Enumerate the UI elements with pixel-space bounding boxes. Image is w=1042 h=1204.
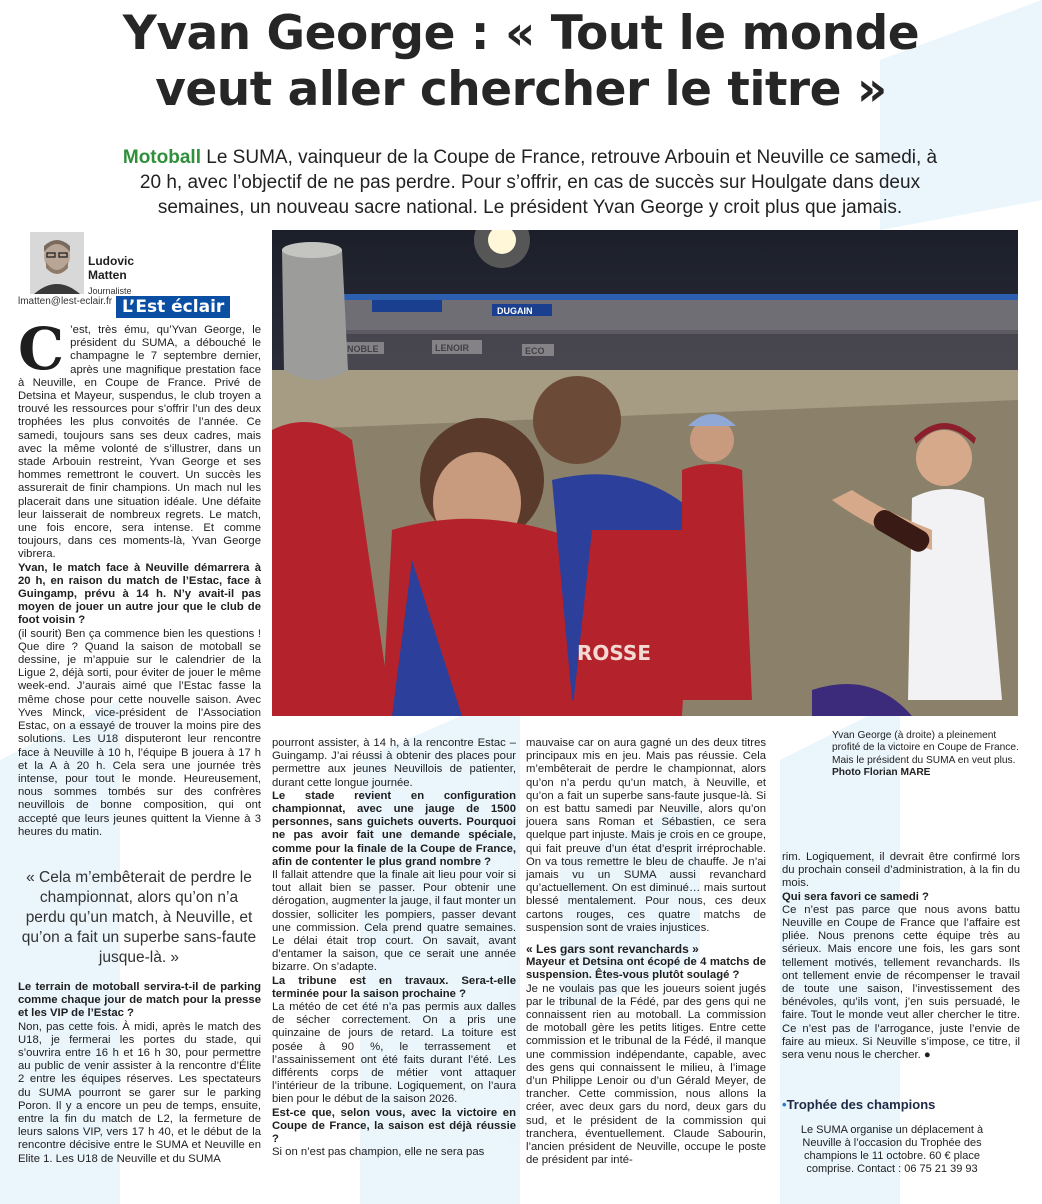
rubric-label: Motoball (122, 147, 201, 168)
headline (0, 6, 1042, 118)
box-text: Le SUMA organise un déplacement à Neuville à l’occasion du Trophée des champions le 11 octobre. 60 € place comprise. Contact : 06 75 21 39 93 (800, 1124, 984, 1175)
brand-logo: L’Est éclair (116, 296, 230, 318)
author-name (88, 254, 134, 282)
dropcap: C (18, 315, 65, 383)
author-last-name: Matten (88, 268, 127, 282)
question-4: La tribune est en travaux. Sera-t-elle terminée pour la saison prochaine ? (272, 974, 516, 1000)
column-4 (782, 851, 1020, 1062)
photo-credit: Photo Florian MARE (832, 767, 931, 779)
main-photo (272, 230, 1018, 716)
question-2: Le terrain de motoball servira-t-il de parking comme chaque jour de match pour la presse et les VIP de l’Estac ? (18, 981, 261, 1020)
photo-caption (832, 730, 1022, 780)
question-6: Mayeur et Detsina ont écopé de 4 matchs de suspension. Êtes-vous plutôt soulagé ? (526, 956, 766, 982)
answer-6-cont: rim. Logiquement, il devrait être confirmé lors du prochain conseil d’administration, à la fin du mois. (782, 851, 1020, 890)
column-1 (18, 315, 261, 839)
box-title (782, 1097, 935, 1112)
headline-line-2: veut aller chercher le titre » (155, 62, 887, 117)
caption-text: Yvan George (à droite) a pleinement profité de la victoire en Coupe de France. Mais le président du SUMA en veut plus. (832, 730, 1019, 766)
banner-dugain: DUGAIN (497, 306, 533, 316)
pull-quote: « Cela m’embêterait de perdre le championnat, alors qu’on n’a perdu qu’un match, à Neuville, et qu’on a fait un superbe sans-faute jusque-là. » (21, 869, 257, 966)
author-email[interactable]: lmatten@lest-eclair.fr (18, 296, 113, 307)
question-1: Yvan, le match face à Neuville démarrera à 20 h, en raison du match de l’Estac, face à Guingamp, prévu à 14 h. N’y avait-il pas moyen de jouer un autre jour que le club de foot voisin ? (18, 561, 261, 627)
chapeau-text: Le SUMA, vainqueur de la Coupe de France, retrouve Arbouin et Neuville ce samedi, à 20 h, avec l’objectif de ne pas perdre. Pour s’offrir, en cas de succès sur Houlgate dans deux semaines, un nouveau sacre national. Le président Yvan George y croit plus que jamais. (139, 147, 938, 218)
question-7: Qui sera favori ce samedi ? (782, 890, 929, 903)
author-role: Journaliste (88, 286, 132, 296)
answer-7: Ce n’est pas parce que nous avons battu Neuville en Coupe de France que l’affaire est pliée. Nous prenons cette équipe très au sérieux. Mais encore une fois, les gars sont tellement motivés, tellement revanchards. Ils ont tellement envie de récompenser le travail de toute une saison, l’investissement des bénévoles, qu’ils vont, j’en suis persuadé, le faire. Tout le monde veut aller chercher le titre. Ce n’est pas de l’arrogance, juste l’envie de faire au mieux. Si Neuville s’impose, ce titre, il sera venu nous le chercher. ● (782, 903, 1020, 1062)
question-3: Le stade revient en configuration championnat, avec une jauge de 1500 personnes, sans guichets ouverts. Pourquoi ne pas avoir fait une demande spéciale, comme pour la finale de la Coupe de France, afin de contenter le plus grand nombre ? (272, 789, 516, 868)
answer-2-cont: pourront assister, à 14 h, à la rencontre Estac – Guingamp. J’ai réussi à obtenir des places pour permettre aux jeunes Neuvillois de patienter, durant cette longue journée. (272, 737, 516, 789)
intro-text: ’est, très ému, qu’Yvan George, le président du SUMA, a débouché le champagne le 7 septembre dernier, après une magnifique prestation face à Neuville, en Coupe de France. Privé de Detsina et Mayeur, suspendus, le club troyen a trouvé les ressources pour s’offrir l’un des deux trophées les plus convoités de l’année. Ce samedi, toujours sans ses deux cadres, mais avec la même volonté de s’illustrer, dans un stade Arbouin restreint, Yvan George et ses hommes remettront le couvert. Un succès les assurerait de finir champions. Un mach nul les placerait dans une situation idéale. Une défaite leur laisserait de nombreux regrets. Le match, une fois encore, sera intense. Et comme toujours, dans ces moments-là, Yvan George vibrera. (18, 324, 261, 561)
column-1-bottom (18, 981, 261, 1166)
box-bullet-icon: • (782, 1097, 787, 1112)
column-2 (272, 737, 516, 1160)
answer-5: Si on n’est pas champion, elle ne sera pas (272, 1146, 485, 1159)
column-3 (526, 737, 766, 1168)
answer-3: Il fallait attendre que la finale ait lieu pour voir si tout allait bien se passer. Pour obtenir une dérogation, augmenter la jauge, il faut monter un dossier, solliciter les pompiers, passer devant une commission. Cela prend quatre semaines. Le délai était trop court. On savait, avant d’entamer la saison, que ce serait une année bizarre. On s’adapte. (272, 869, 516, 974)
celebration-photo (272, 230, 1018, 716)
author-first-name: Ludovic (88, 254, 135, 268)
chapeau (110, 145, 950, 220)
answer-4: La météo de cet été n’a pas permis aux dalles de sécher correctement. On a pris une quinzaine de jours de retard. La toiture est posée à 90 %, le terrassement et l’assainissement ont été faits durant l’été. Les différents corps de métier vont attaquer l’intérieur de la tribune. Logiquement, on l’aura bien pour le début de la saison 2026. (272, 1001, 516, 1106)
answer-6: Je ne voulais pas que les joueurs soient jugés par le tribunal de la Fédé, par des gens qui ne connaissent rien au motoball. La commission de motoball gère les petits litiges. Entre cette commission et le tribunal de la Fédé, il manque une commission indépendante, capable, avec des gens qui connaissent le milieu, à l’image d’un Philippe Lenoir ou d’un Gérald Meyer, de trancher. Cette commission, nous allons la créer, avec deux gars du nord, deux gars du sud, et le président de la commission qui tranchera, éventuellement. Claude Sabourin, l’ancien président de Neuville, occupe le poste de président par inté- (526, 982, 766, 1167)
headline-line-1: Yvan George : « Tout le monde (122, 6, 920, 61)
answer-2: Non, pas cette fois. À midi, après le match des U18, je fermerai les portes du stade, qui s’ouvrira entre 16 h et 16 h 30, pour permettre au public de venir assister à la rencontre d’Élite 2 entre les équipes réserves. Les spectateurs du SUMA pourront se garer sur le parking Poron. Il y a encore un peu de temps, ensuite, entre la fin du match de L2, la fermeture de leurs salons VIP, vers 17 h 40, et le début de la rencontre décisive entre le SUMA et Neuville en Elite 1. Les U18 de Neuville et du SUMA (18, 1020, 261, 1165)
subheading: « Les gars sont revanchards » (526, 942, 699, 957)
answer-5-cont: mauvaise car on aura gagné un des deux titres principaux mis en jeu. Mais pas réussie. Cela m’embêterait de perdre le championnat, alors qu’on n’a perdu qu’un match, à Neuville, et qu’on a fait un superbe sans-faute jusque-là. Si on est battu samedi par Neuville, alors qu’on jouera sans Roman et Sébastien, ce sera quelque part injuste. Mais je crois en ce groupe, qui fait preuve d’un état d’esprit irréprochable. On va tous remettre le bleu de chauffe. Je n’ai jamais vu un SUMA aussi revanchard qu’actuellement. On est diminué… mais surtout blessé mentalement. Pour nous, ces deux cartons rouges, ces quatre matchs de suspension sont de vraies injustices. (526, 737, 766, 934)
question-5: Est-ce que, selon vous, avec la victoire en Coupe de France, la saison est déjà réussie ? (272, 1106, 516, 1146)
box-title-text: Trophée des champions (786, 1097, 936, 1112)
answer-1: (il sourit) Ben ça commence bien les questions ! Que dire ? Quand la saison de motoball se dessine, je m’appuie sur le calendrier de la Ligue 2, déjà sorti, pour éviter de jouer le même week-end. J’aurais aimé que l’Estac fasse la même chose pour cette nouvelle saison. Avec Yves Minck, vice-président de l’Association Estac, on a essayé de trouver la moins pire des solutions. Les U18 disputeront leur rencontre face à Neuville à 10 h, l’équipe B jouera à 17 h et la A à 20 h. Cela sera une journée très intense, pour tout le monde. Heureusement, nous sommes tombés sur des confrères neuvillois de bonne composition, qui ont accepté que leurs jeunes quittent la Vienne à 3 heures du matin. (18, 627, 261, 838)
jersey-text: ROSSE (577, 641, 651, 665)
author-avatar (30, 232, 84, 294)
intro-paragraph (18, 315, 261, 562)
